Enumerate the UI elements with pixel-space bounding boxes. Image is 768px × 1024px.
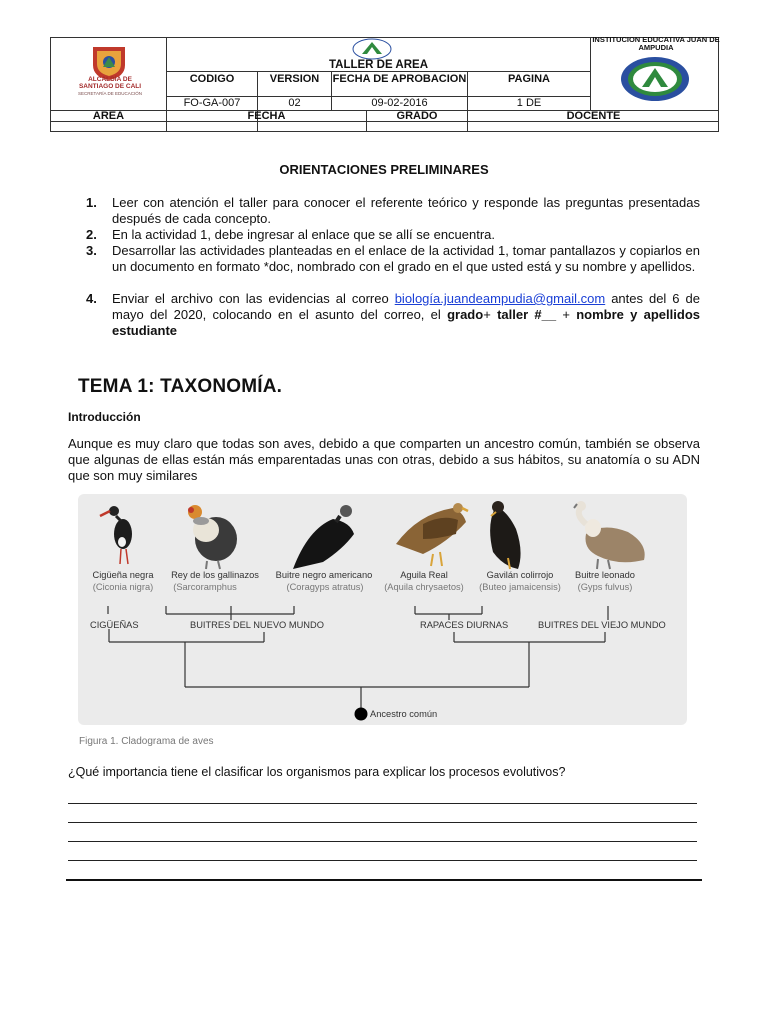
val-pagina: 1 DE [516, 97, 542, 109]
bird-scientific-name: (Buteo jamaicensis) [479, 582, 561, 592]
black-vulture-image [293, 505, 354, 569]
red-tailed-hawk-image [490, 501, 520, 569]
item-number: 1. [86, 195, 97, 210]
alcaldia-name [60, 76, 160, 97]
row-docente: DOCENTE [566, 110, 621, 122]
bird-name: Aguila Real [400, 570, 448, 580]
bird-name: Cigüeña negra [92, 570, 154, 580]
alcaldia-line2: SANTIAGO DE CALI [78, 83, 142, 90]
bird-name: Rey de los gallinazos [171, 570, 259, 580]
row-fecha: FECHA [247, 110, 286, 122]
col-codigo: CODIGO [189, 73, 235, 85]
group-label: CIGÜEÑAS [90, 620, 139, 630]
answer-line[interactable] [68, 803, 697, 804]
col-fecha-aprobacion: FECHA DE APROBACION [332, 73, 467, 85]
golden-eagle-image [396, 503, 468, 566]
topic-heading: TEMA 1: TAXONOMÍA. [78, 376, 283, 397]
king-vulture-image [188, 505, 237, 569]
val-fecha: 09-02-2016 [371, 97, 428, 109]
bird-scientific-name: (Coragyps atratus) [286, 582, 364, 592]
section-title: ORIENTACIONES PRELIMINARES [279, 162, 489, 177]
group-label: RAPACES DIURNAS [420, 620, 509, 630]
institution-seal [620, 56, 690, 102]
bird-scientific-name: (Sarcoramphus [173, 582, 237, 592]
group-label: BUITRES DEL VIEJO MUNDO [538, 620, 666, 630]
divider [166, 71, 590, 72]
item-text: Leer con atención el taller para conocer el referente teórico y responde las preguntas presentadas después de cada concepto. [112, 195, 700, 226]
answer-line[interactable] [68, 860, 697, 861]
item-number: 4. [86, 291, 97, 306]
black-stork-image [100, 506, 132, 564]
alcaldia-line1: ALCALDÍA DE [88, 76, 132, 83]
item-text: En la actividad 1, debe ingresar al enlace que se allí se encuentra. [112, 227, 496, 242]
bird-name: Gavilán colirrojo [486, 570, 554, 580]
col-pagina: PAGINA [508, 73, 550, 85]
item-number: 3. [86, 243, 97, 258]
list-item [88, 227, 700, 243]
list-item [88, 243, 700, 291]
bird-scientific-name: (Aquila chrysaetos) [384, 582, 464, 592]
answer-line[interactable] [68, 841, 697, 842]
row-area: AREA [92, 110, 125, 122]
bird-scientific-name: (Ciconia nigra) [92, 582, 154, 592]
item-bold-taller: taller #__ [497, 307, 557, 322]
root-label: Ancestro común [370, 709, 438, 719]
answer-line[interactable] [68, 822, 697, 823]
cladogram-lines [108, 606, 608, 709]
item-number: 2. [86, 227, 97, 242]
griffon-vulture-image [574, 501, 645, 569]
group-label: BUITRES DEL NUEVO MUNDO [190, 620, 324, 630]
ancestor-node [355, 708, 368, 721]
question-text: ¿Qué importancia tiene el clasificar los organismos para explicar los procesos evolutivos? [68, 765, 566, 779]
item-bold-grado: grado [447, 307, 484, 322]
item-text-b: antes del 6 de mayo del 2020, colocando en el asunto del correo, el [112, 291, 700, 322]
intro-heading: Introducción [68, 410, 141, 424]
col-version: VERSION [269, 73, 320, 85]
val-codigo: FO-GA-007 [183, 97, 241, 109]
item-text: Desarrollar las actividades planteadas en el enlace de la actividad 1, tomar pantallazos y copiarlos en un documento en formato *doc, nombrado con el grado en el que usted está y su nombre y apellidos. [112, 243, 700, 274]
item-text-plus: + [483, 307, 491, 322]
list-item [88, 291, 700, 339]
item-text-a: Enviar el archivo con las evidencias al correo [112, 291, 389, 306]
intro-paragraph: Aunque es muy claro que todas son aves, debido a que comparten un ancestro común, también se observa que algunas de ellas están más emparentadas unas con otras, debido a sus hábitos, su anatomía o su ADN que son muy similares [68, 436, 700, 483]
item-bold-nombre: nombre y apellidos estudiante [112, 307, 700, 338]
figure-caption: Figura 1. Cladograma de aves [79, 736, 214, 747]
list-item [88, 195, 700, 227]
item-text [112, 291, 700, 339]
institution-name: INSTITUCION EDUCATIVA JUAN DE AMPUDIA [592, 35, 720, 52]
item-text-plus2: + [562, 307, 570, 322]
val-version: 02 [288, 97, 301, 109]
answer-line[interactable] [66, 879, 702, 881]
school-mini-logo [352, 38, 392, 60]
alcaldia-sub: SECRETARÍA DE EDUCACIÓN [78, 91, 142, 96]
cladogram-drawing [78, 494, 687, 725]
bird-scientific-name: (Gyps fulvus) [577, 582, 633, 592]
bird-name: Buitre leonado [575, 570, 635, 580]
bird-name: Buitre negro americano [275, 570, 373, 580]
email-link[interactable]: biología.juandeampudia@gmail.com [394, 291, 606, 306]
page-title: TALLER DE AREA [328, 59, 429, 71]
row-grado: GRADO [396, 110, 438, 122]
